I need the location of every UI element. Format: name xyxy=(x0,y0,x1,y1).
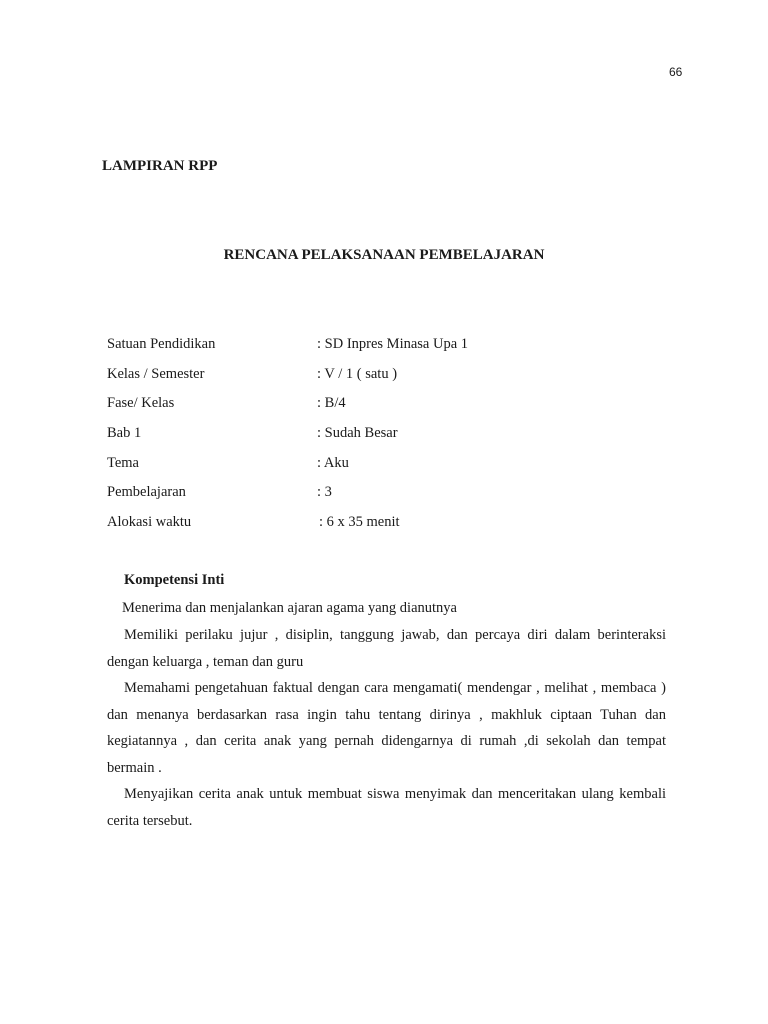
info-value: : Sudah Besar xyxy=(317,425,398,442)
info-label: Satuan Pendidikan xyxy=(107,336,216,352)
identity-table xyxy=(107,334,468,542)
appendix-title: LAMPIRAN RPP xyxy=(102,158,218,174)
info-value: : 3 xyxy=(317,484,332,501)
kompetensi-paragraph: Memahami pengetahuan faktual dengan cara mengamati( mendengar , melihat , membaca ) dan menanya berdasarkan rasa ingin tahu tentang dirinya , makhluk ciptaan Tuhan dan kegiatannya , dan cerita anak yang pernah didengarnya di rumah ,di sekolah dan tempat bermain . xyxy=(107,680,666,776)
document-title: RENCANA PELAKSANAAN PEMBELAJARAN xyxy=(223,247,545,263)
info-label: Bab 1 xyxy=(107,425,142,442)
kompetensi-paragraph: Menyajikan cerita anak untuk membuat siswa menyimak dan menceritakan ulang kembali cerita tersebut. xyxy=(107,786,666,829)
section-heading-kompetensi-inti: Kompetensi Inti xyxy=(124,572,225,588)
info-label: Alokasi waktu xyxy=(107,514,192,531)
info-label: Kelas / Semester xyxy=(107,365,205,382)
info-row-fase-kelas xyxy=(107,393,468,423)
info-value: : 6 x 35 menit xyxy=(319,514,400,531)
info-value: : V / 1 ( satu ) xyxy=(317,365,398,382)
info-label: Tema xyxy=(107,454,139,471)
info-value: : B/4 xyxy=(317,395,346,412)
kompetensi-paragraph: Menerima dan menjalankan ajaran agama yang dianutnya xyxy=(122,600,457,616)
info-row-tema xyxy=(107,453,468,483)
info-label: Fase/ Kelas xyxy=(107,395,175,412)
kompetensi-paragraph: Memiliki perilaku jujur , disiplin, tanggung jawab, dan percaya diri dalam berinteraksi dengan keluarga , teman dan guru xyxy=(107,627,666,670)
info-row-satuan-pendidikan xyxy=(107,334,468,364)
info-value: : SD Inpres Minasa Upa 1 xyxy=(317,336,469,352)
info-label: Pembelajaran xyxy=(107,484,186,501)
info-row-pembelajaran xyxy=(107,482,468,512)
info-value: : Aku xyxy=(317,454,349,471)
info-row-kelas-semester xyxy=(107,364,468,394)
info-row-alokasi-waktu xyxy=(107,512,468,542)
info-row-bab xyxy=(107,423,468,453)
page-number: 66 xyxy=(669,65,683,79)
